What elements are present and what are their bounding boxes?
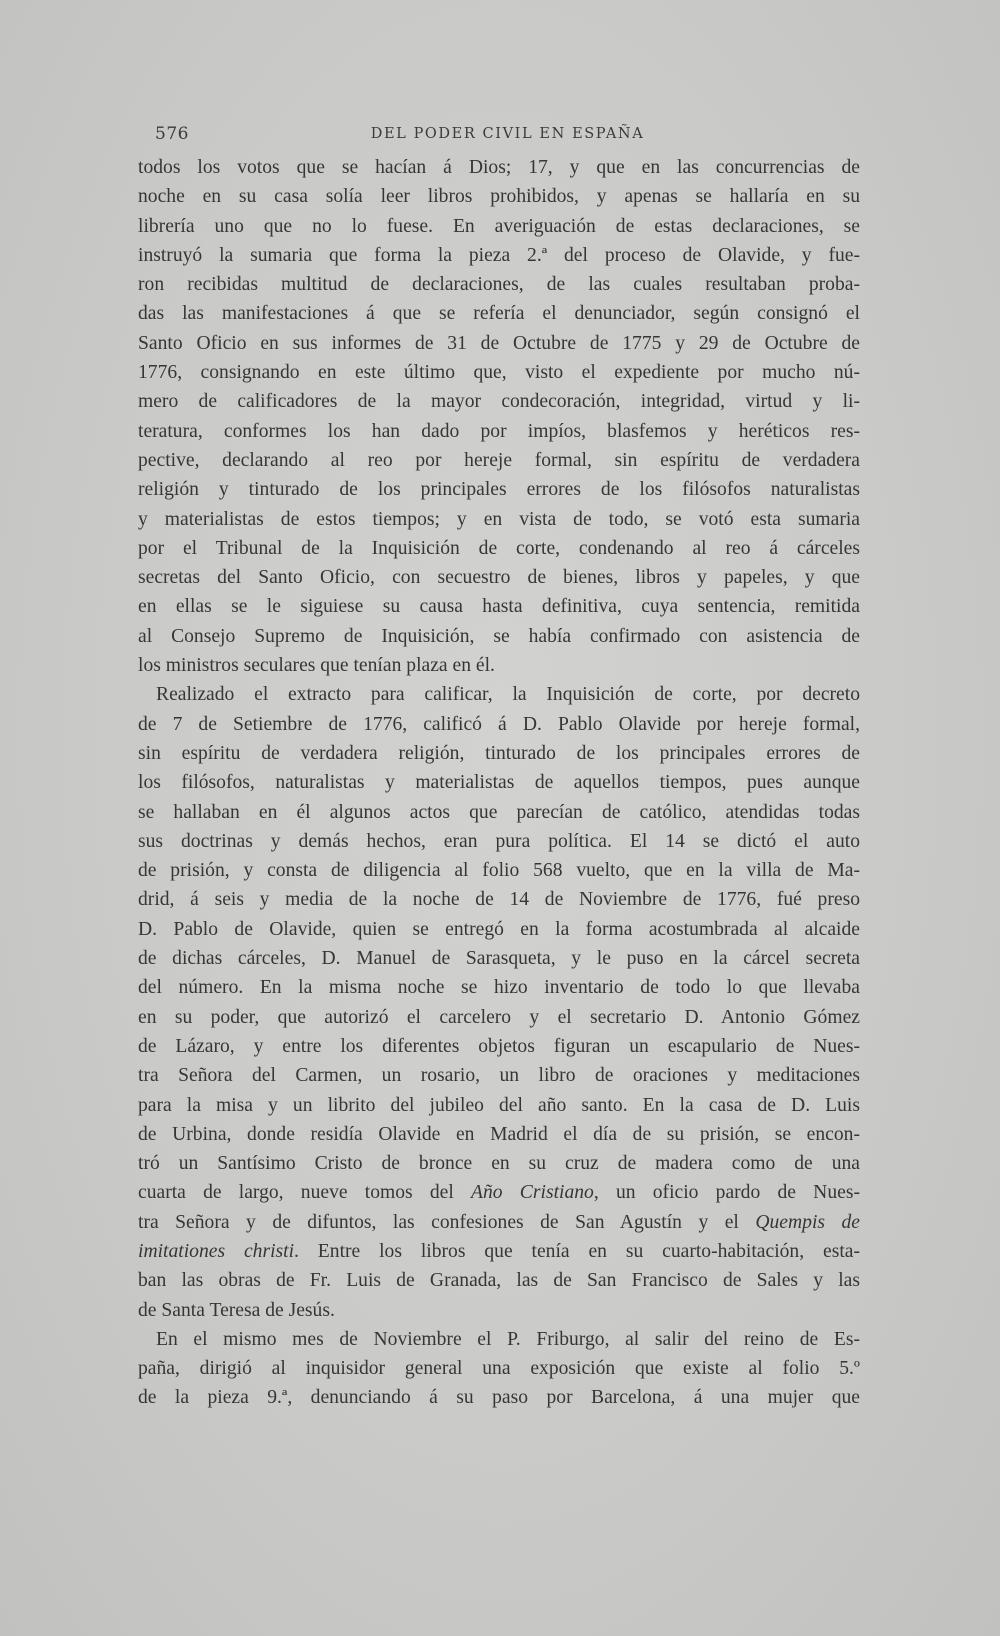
text-line-content: de prisión, y consta de diligencia al folio 568 vuelto, que en la villa de Ma- [138, 860, 860, 882]
text-line [138, 153, 860, 182]
text-line-content: al Consejo Supremo de Inquisición, se había confirmado con asistencia de [138, 625, 860, 647]
text-line-content: del número. En la misma noche se hizo inventario de todo lo que llevaba [138, 977, 860, 999]
text-line-content: todos los votos que se hacían á Dios; 17, y que en las concurrencias de [138, 157, 860, 178]
text-line-content: para la misa y un librito del jubileo del año santo. En la casa de D. Luis [138, 1094, 860, 1116]
text-line-content: de dichas cárceles, D. Manuel de Sarasqueta, y le puso en la cárcel secreta [138, 948, 860, 970]
text-line [138, 1383, 860, 1412]
text-line [138, 358, 860, 387]
text-line-content: Realizado el extracto para calificar, la Inquisición de corte, por decreto [156, 684, 860, 706]
text-line-content: tró un Santísimo Cristo de bronce en su cruz de madera como de una [138, 1153, 860, 1175]
text-line-content: en ellas se le siguiese su causa hasta definitiva, cuya sentencia, remitida [138, 596, 860, 618]
text-line-content: sin espíritu de verdadera religión, tinturado de los principales errores de [138, 742, 860, 764]
running-title: DEL PODER CIVIL EN ESPAÑA [370, 126, 645, 142]
text-line-content: los ministros seculares que tenían plaza en él. [138, 655, 495, 677]
text-line-content: en su poder, que autorizó el carcelero y el secretario D. Antonio Gómez [138, 1006, 860, 1028]
text-line [138, 973, 860, 1002]
text-line [138, 739, 860, 768]
text-line-content: drid, á seis y media de la noche de 14 de Noviembre de 1776, fué preso [138, 889, 860, 911]
italic-title: imitationes christi [138, 1240, 295, 1262]
text-line-content: de Urbina, donde residía Olavide en Madrid el día de su prisión, se encon- [138, 1123, 860, 1145]
italic-title: Quempis de [755, 1211, 860, 1233]
text-line-content: se hallaban en él algunos actos que parecían de católico, atendidas todas [138, 801, 860, 823]
text-line [138, 1149, 860, 1178]
text-line [138, 563, 860, 592]
text-line [138, 329, 860, 358]
text-line [138, 768, 860, 797]
text-line-content: tra Señora y de difuntos, las confesiones de San Agustín y el [138, 1211, 756, 1233]
text-line [138, 1296, 860, 1325]
text-line [138, 710, 860, 739]
text-line-content: mero de calificadores de la mayor condecoración, integridad, virtud y li- [138, 391, 860, 413]
text-line [138, 1237, 860, 1266]
text-line [138, 827, 860, 856]
text-line [138, 417, 860, 446]
text-line-content: noche en su casa solía leer libros prohibidos, y apenas se hallaría en su [138, 186, 860, 208]
body-text [138, 153, 860, 1413]
text-line [138, 651, 860, 680]
text-line [138, 1354, 860, 1383]
text-line [138, 1208, 860, 1237]
text-line [138, 680, 860, 709]
text-line [138, 299, 860, 328]
text-line [138, 212, 860, 241]
text-line [138, 1266, 860, 1295]
text-line [138, 1032, 860, 1061]
page-number: 576 [155, 124, 189, 144]
text-line [138, 1091, 860, 1120]
text-line [138, 475, 860, 504]
text-line-content: ban las obras de Fr. Luis de Granada, las de San Francisco de Sales y las [138, 1270, 860, 1292]
text-line-content: de Santa Teresa de Jesús. [138, 1299, 335, 1321]
text-line [138, 885, 860, 914]
text-line-content: paña, dirigió al inquisidor general una exposición que existe al folio 5.º [138, 1358, 860, 1380]
text-line [138, 505, 860, 534]
text-line-content: teratura, conformes los han dado por impíos, blasfemos y heréticos res- [138, 420, 860, 442]
text-line-content: ron recibidas multitud de declaraciones, de las cuales resultaban proba- [138, 274, 860, 296]
text-line-content: D. Pablo de Olavide, quien se entregó en la forma acostumbrada al alcaide [138, 918, 860, 940]
text-line-content: das las manifestaciones á que se refería el denunciador, según consignó el [138, 303, 860, 325]
text-line-content: Santo Oficio en sus informes de 31 de Octubre de 1775 y 29 de Octubre de [138, 332, 860, 354]
text-line [138, 1120, 860, 1149]
text-line-content: tra Señora del Carmen, un rosario, un libro de oraciones y meditaciones [138, 1065, 860, 1087]
text-line-content: cuarta de largo, nueve tomos del [138, 1182, 472, 1204]
text-line [138, 798, 860, 827]
text-line-content: de Lázaro, y entre los diferentes objetos figuran un escapulario de Nues- [138, 1035, 860, 1057]
text-line [138, 592, 860, 621]
text-line-content: sus doctrinas y demás hechos, eran pura política. El 14 se dictó el auto [138, 830, 860, 852]
text-line-content: y materialistas de estos tiempos; y en vista de todo, se votó esta sumaria [138, 508, 860, 530]
text-line [138, 915, 860, 944]
text-line-content: En el mismo mes de Noviembre el P. Friburgo, al salir del reino de Es- [156, 1328, 860, 1350]
text-line-content: los filósofos, naturalistas y materialistas de aquellos tiempos, pues aunque [138, 772, 860, 794]
text-line [138, 241, 860, 270]
text-line-tail: . Entre los libros que tenía en su cuarto-habitación, esta- [294, 1240, 860, 1262]
text-line [138, 182, 860, 211]
text-line-content: librería uno que no lo fuese. En averiguación de estas declaraciones, se [138, 215, 860, 237]
italic-title: Año Cristiano [471, 1182, 594, 1204]
text-line [138, 1061, 860, 1090]
text-line [138, 387, 860, 416]
text-line-content: pective, declarando al reo por hereje formal, sin espíritu de verdadera [138, 449, 860, 471]
text-line-content: instruyó la sumaria que forma la pieza 2.ª del proceso de Olavide, y fue- [138, 244, 860, 266]
text-line-content: religión y tinturado de los principales errores de los filósofos naturalistas [138, 479, 860, 501]
text-line [138, 622, 860, 651]
text-line [138, 270, 860, 299]
text-line-tail: , un oficio pardo de Nues- [593, 1182, 860, 1204]
text-line-content: por el Tribunal de la Inquisición de corte, condenando al reo á cárceles [138, 537, 860, 559]
text-line [138, 446, 860, 475]
text-line [138, 534, 860, 563]
text-line-content: 1776, consignando en este último que, visto el expediente por mucho nú- [138, 362, 860, 384]
text-line-content: de 7 de Setiembre de 1776, calificó á D. Pablo Olavide por hereje formal, [138, 713, 860, 735]
text-line [138, 1178, 860, 1207]
page-header [155, 124, 860, 154]
text-line [138, 856, 860, 885]
text-line [138, 1325, 860, 1354]
text-line [138, 944, 860, 973]
text-line-content: secretas del Santo Oficio, con secuestro de bienes, libros y papeles, y que [138, 567, 860, 589]
text-line-content: de la pieza 9.ª, denunciando á su paso por Barcelona, á una mujer que [138, 1387, 860, 1409]
text-line [138, 1003, 860, 1032]
